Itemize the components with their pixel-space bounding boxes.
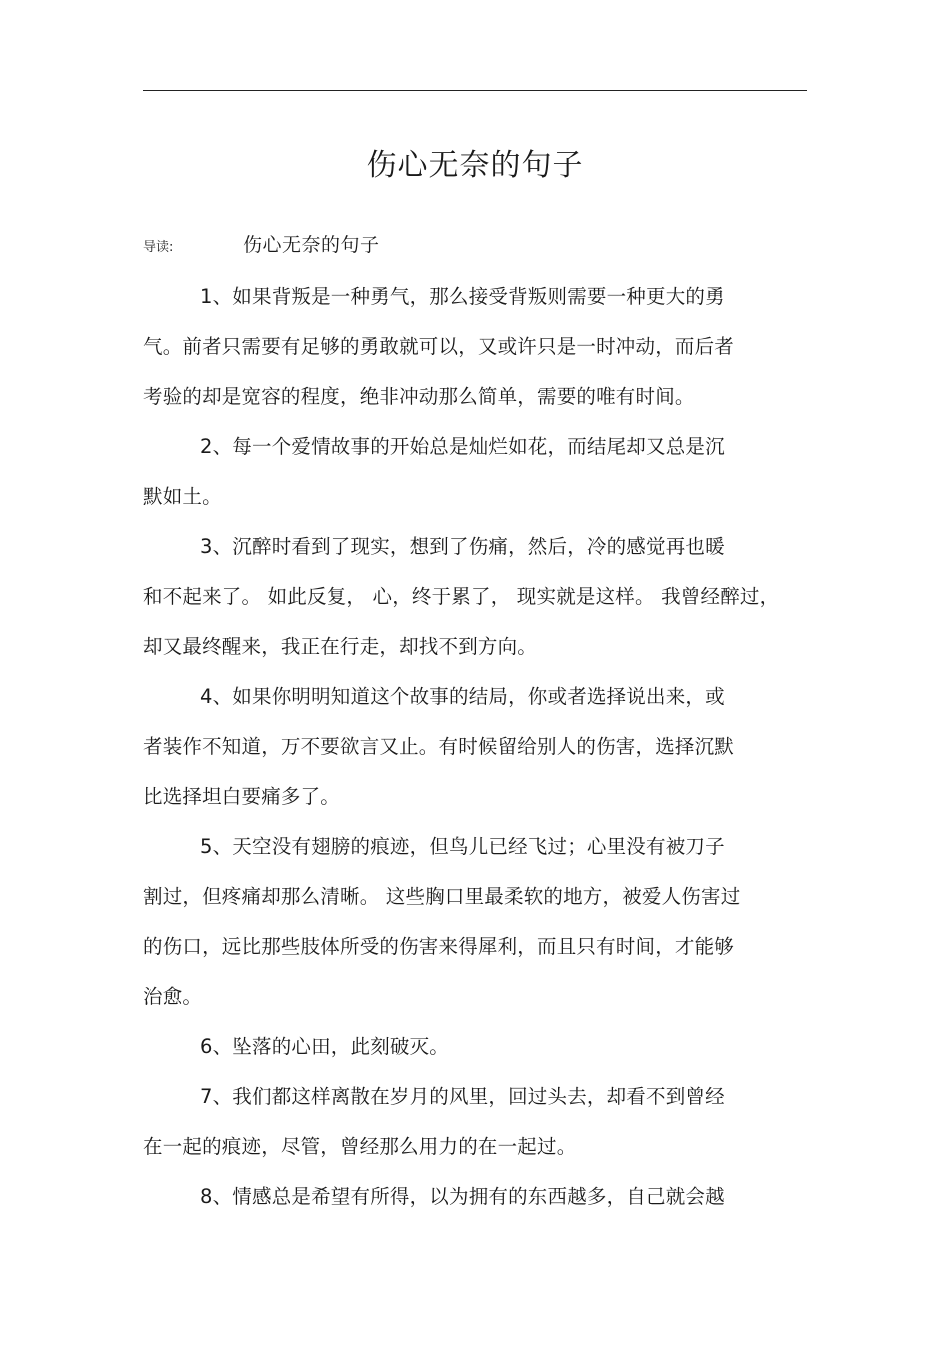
intro-label: 导读: xyxy=(143,240,174,255)
body-line: 7、我们都这样离散在岁月的风里，回过头去，却看不到曾经 xyxy=(200,1085,725,1108)
body-line: 1、如果背叛是一种勇气，那么接受背叛则需要一种更大的勇 xyxy=(200,285,725,308)
body-line: 默如土。 xyxy=(143,485,222,508)
body-line: 比选择坦白要痛多了。 xyxy=(143,785,341,808)
body-line: 考验的却是宽容的程度，绝非冲动那么简单，需要的唯有时间。 xyxy=(143,385,695,408)
body-line: 者装作不知道，万不要欲言又止。有时候留给别人的伤害，选择沉默 xyxy=(143,735,735,758)
body-line: 5、天空没有翅膀的痕迹，但鸟儿已经飞过；心里没有被刀子 xyxy=(200,835,725,858)
body-line: 4、如果你明明知道这个故事的结局，你或者选择说出来，或 xyxy=(200,685,725,708)
body-line: 割过，但疼痛却那么清晰。 这些胸口里最柔软的地方，被爱人伤害过 xyxy=(143,885,741,908)
body-line: 3、沉醉时看到了现实，想到了伤痛，然后，冷的感觉再也暖 xyxy=(200,535,725,558)
body-line: 2、每一个爱情故事的开始总是灿烂如花，而结尾却又总是沉 xyxy=(200,435,725,458)
body-line: 和不起来了。 如此反复， 心，终于累了， 现实就是这样。 我曾经醉过， xyxy=(143,585,780,608)
header-rule xyxy=(143,90,807,91)
body-line: 8、情感总是希望有所得，以为拥有的东西越多，自己就会越 xyxy=(200,1185,725,1208)
intro-text: 伤心无奈的句子 xyxy=(243,234,380,256)
body-line: 6、坠落的心田，此刻破灭。 xyxy=(200,1035,450,1058)
intro-line xyxy=(143,230,380,257)
body-line: 在一起的痕迹，尽管，曾经那么用力的在一起过。 xyxy=(143,1135,577,1158)
body-line: 却又最终醒来，我正在行走，却找不到方向。 xyxy=(143,635,538,658)
page-title: 伤心无奈的句子 xyxy=(366,148,584,183)
body-line: 的伤口，远比那些肢体所受的伤害来得犀利，而且只有时间，才能够 xyxy=(143,935,735,958)
body-line: 治愈。 xyxy=(143,985,203,1008)
body-line: 气。前者只需要有足够的勇敢就可以，又或许只是一时冲动，而后者 xyxy=(143,335,735,358)
